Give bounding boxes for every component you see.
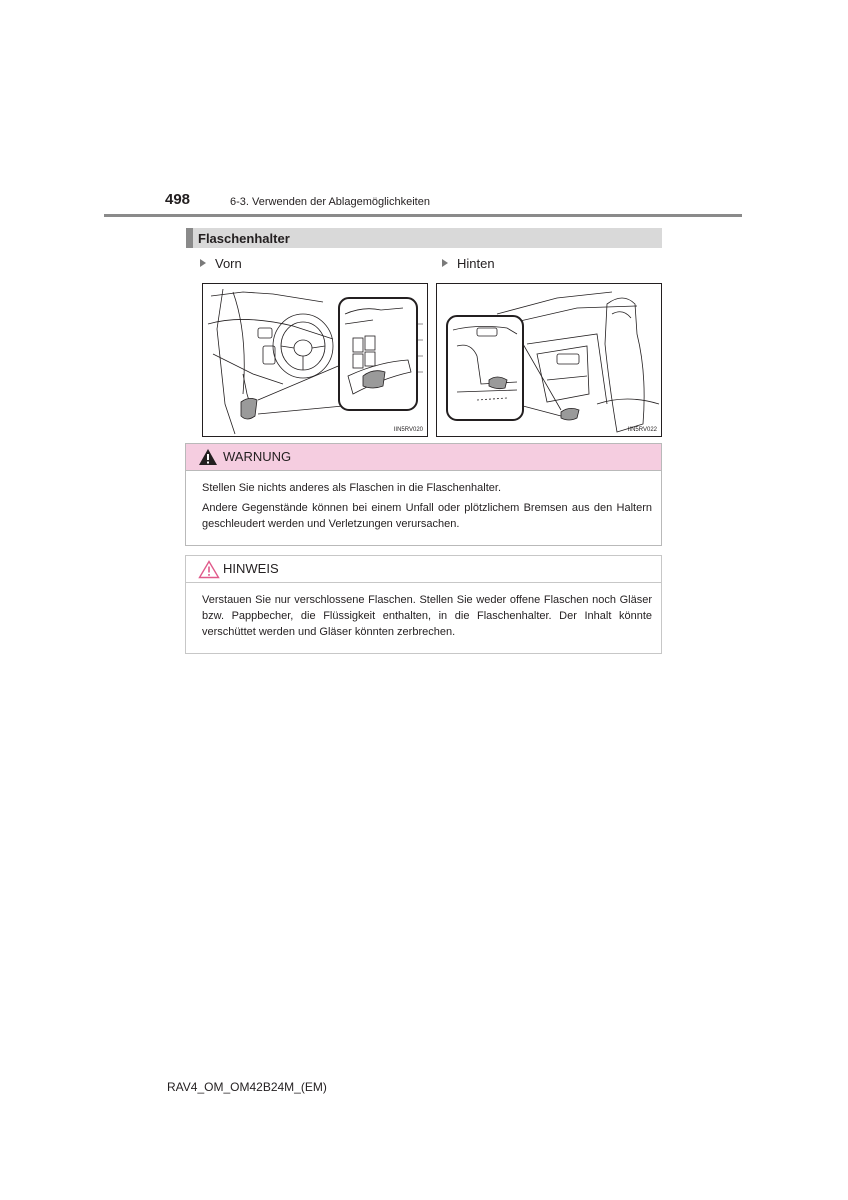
warning-label: WARNUNG [223, 449, 292, 464]
rear-interior-illustration [437, 284, 662, 437]
section-heading [186, 228, 662, 248]
warning-paragraph: Stellen Sie nichts anderes als Flaschen in die Flaschenhalter. [202, 482, 502, 494]
header-rule [104, 214, 742, 217]
warning-header [186, 444, 661, 471]
warning-triangle-icon [198, 448, 218, 466]
figure-front-bottle-holder [202, 283, 428, 437]
notice-box [185, 555, 662, 654]
footer-code: RAV4_OM_OM42B24M_(EM) [167, 1080, 327, 1094]
figure-label-front-text: Vorn [215, 256, 242, 271]
warning-paragraph: Andere Gegenstände können bei einem Unfall oder plötzlichem Bremsen aus den Haltern geschleudert werden und Verletzungen verursachen. [202, 502, 652, 530]
figure-label-rear-text: Hinten [457, 256, 495, 271]
figure-code-rear: IIN5RV022 [627, 427, 657, 433]
figure-label-rear [442, 256, 495, 271]
notice-header [186, 556, 661, 583]
front-interior-illustration [203, 284, 428, 437]
figure-rear-bottle-holder [436, 283, 662, 437]
figure-code-front: IIN5RV020 [393, 427, 423, 433]
triangle-bullet-icon [442, 259, 448, 267]
section-accent [186, 228, 193, 248]
section-title: Flaschenhalter [198, 231, 290, 246]
warning-box [185, 443, 662, 546]
figure-label-front [200, 256, 242, 271]
chapter-title: 6-3. Verwenden der Ablagemöglichkeiten [230, 196, 430, 208]
page-number: 498 [165, 191, 191, 208]
notice-label: HINWEIS [223, 561, 279, 576]
notice-triangle-icon [198, 560, 220, 579]
triangle-bullet-icon [200, 259, 206, 267]
notice-paragraph: Verstauen Sie nur verschlossene Flaschen. Stellen Sie weder offene Flaschen noch Gläser bzw. Pappbecher, die Flüssigkeit enthalten, in die Flaschenhalter. Der Inhalt könnte verschüttet werden und Gläser könnten zerbrechen. [202, 594, 652, 638]
